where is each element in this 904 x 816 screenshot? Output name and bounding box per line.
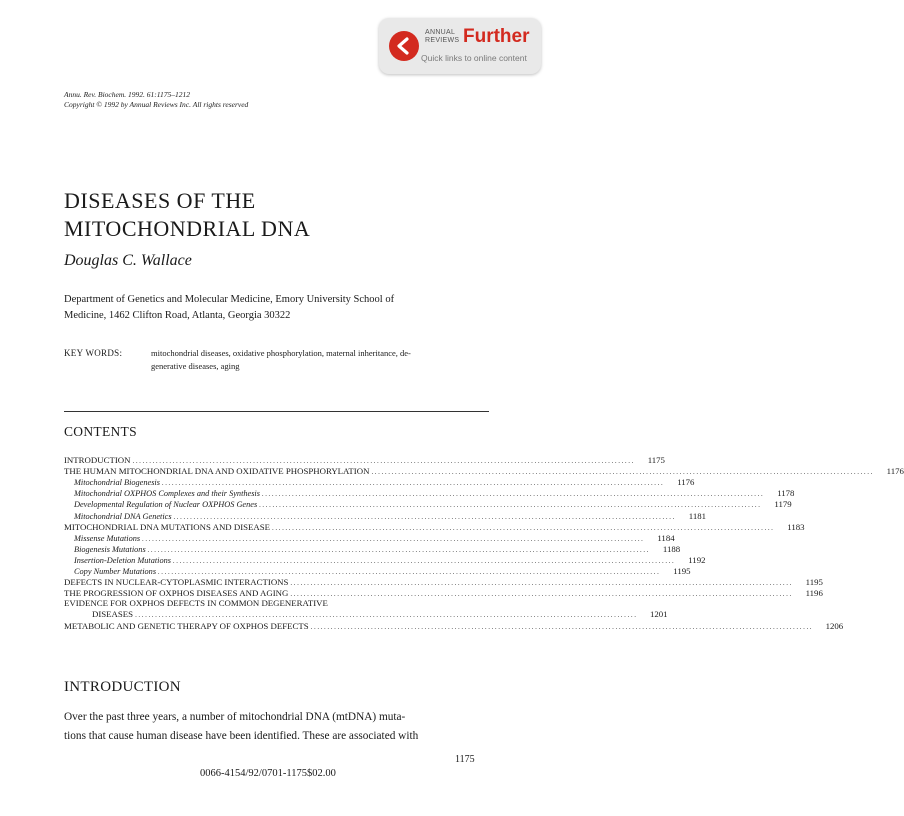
toc-leader-dots: ...................................................................................................................................................... xyxy=(132,457,635,465)
toc-leader-dots: ...................................................................................................................................................... xyxy=(272,523,775,532)
badge-further-text: Further xyxy=(463,26,530,47)
toc-entry-label: Mitochondrial DNA Genetics xyxy=(74,511,172,521)
toc-leader-dots: ...................................................................................................................................................... xyxy=(173,512,677,521)
toc-leader-dots: ...................................................................................................................................................... xyxy=(261,490,765,499)
toc-entry-page: 1196 xyxy=(805,588,823,599)
toc-leader-dots: ...................................................................................................................................................... xyxy=(310,623,814,631)
toc-entry-page: 1192 xyxy=(688,554,706,565)
toc-entry-page: 1195 xyxy=(673,566,691,576)
toc-entry-page: 1184 xyxy=(657,532,675,543)
badge-annual-text: ANNUAL xyxy=(425,29,456,36)
toc-leader-dots: ...................................................................................................................................................... xyxy=(161,479,665,488)
contents-heading: CONTENTS xyxy=(64,424,137,439)
title-line-1: DISEASES OF THE xyxy=(64,188,256,213)
introduction-heading: INTRODUCTION xyxy=(64,679,181,695)
toc-entry[interactable] xyxy=(64,455,665,466)
affiliation-line-2: Medicine, 1462 Clifton Road, Atlanta, Georgia 30322 xyxy=(64,310,291,321)
toc-entry[interactable] xyxy=(64,499,792,510)
toc-entry[interactable] xyxy=(64,554,706,566)
toc-entry-label: Biogenesis Mutations xyxy=(74,544,146,554)
annual-reviews-logo-icon xyxy=(389,31,419,61)
toc-entry[interactable] xyxy=(64,577,823,588)
toc-entry[interactable] xyxy=(64,532,675,544)
toc-entry[interactable] xyxy=(64,521,805,533)
toc-entry[interactable] xyxy=(64,488,795,499)
keywords-label: KEY WORDS: xyxy=(64,348,123,358)
toc-entry-page: 1195 xyxy=(805,577,823,588)
toc-entry-label: Copy Number Mutations xyxy=(74,567,157,576)
body-line-2: tions that cause human disease have been identified. These are associated with xyxy=(64,730,419,742)
toc-entry-label: DEFECTS IN NUCLEAR-CYTOPLASMIC INTERACTIONS xyxy=(64,577,289,588)
toc-entry-label: THE PROGRESSION OF OXPHOS DISEASES AND AGING xyxy=(64,588,289,599)
toc-entry-label: EVIDENCE FOR OXPHOS DEFECTS IN COMMON DEGENERATIVE xyxy=(64,598,328,608)
toc-entry-label: THE HUMAN MITOCHONDRIAL DNA AND OXIDATIVE PHOSPHORYLATION xyxy=(64,466,370,477)
toc-entry-therapy[interactable] xyxy=(64,621,844,632)
toc-entry-page: 1175 xyxy=(647,455,665,465)
toc-entry-label: MITOCHONDRIAL DNA MUTATIONS AND DISEASE xyxy=(64,521,271,532)
affiliation-line-1: Department of Genetics and Molecular Medicine, Emory University School of xyxy=(64,294,395,305)
toc-entry-label: METABOLIC AND GENETIC THERAPY OF OXPHOS DEFECTS xyxy=(64,621,309,631)
toc-entry[interactable] xyxy=(64,477,695,488)
badge-tagline: Quick links to online content xyxy=(421,53,527,63)
toc-leader-dots: ...................................................................................................................................................... xyxy=(290,590,793,599)
article-code: 0066-4154/92/0701-1175$02.00 xyxy=(200,768,336,779)
toc-entry[interactable] xyxy=(64,466,904,477)
page-number: 1175 xyxy=(455,754,475,765)
toc-leader-dots: ...................................................................................................................................................... xyxy=(371,468,874,477)
further-badge[interactable] xyxy=(379,18,541,74)
body-line-1: Over the past three years, a number of mitochondrial DNA (mtDNA) muta- xyxy=(64,711,406,723)
toc-leader-dots: ...................................................................................................................................................... xyxy=(259,501,762,510)
toc-entry-label: Mitochondrial OXPHOS Complexes and their Synthesis xyxy=(74,489,260,499)
citation-line-1: Annu. Rev. Biochem. 1992. 61:1175–1212 xyxy=(64,90,190,99)
toc-leader-dots: ...................................................................................................................................................... xyxy=(142,534,645,543)
toc-entry-page: 1178 xyxy=(777,488,795,499)
toc-entry-page: 1176 xyxy=(886,466,904,477)
toc-leader-dots: ...................................................................................................................................................... xyxy=(158,568,661,576)
toc-leader-dots: ...................................................................................................................................................... xyxy=(290,579,793,588)
toc-entry-page: 1179 xyxy=(774,499,792,510)
title-line-2: MITOCHONDRIAL DNA xyxy=(64,216,311,241)
toc-entry[interactable] xyxy=(64,543,681,555)
author-name: Douglas C. Wallace xyxy=(64,252,192,269)
toc-entry-label: Missense Mutations xyxy=(74,533,141,543)
toc-entry-label: Mitochondrial Biogenesis xyxy=(74,478,160,488)
toc-entry-label: DISEASES xyxy=(92,609,134,619)
toc-entry[interactable] xyxy=(64,566,691,577)
toc-leader-dots: ...................................................................................................................................................... xyxy=(135,611,638,619)
toc-entry-page: 1183 xyxy=(787,521,805,532)
toc-entry-label: Developmental Regulation of Nuclear OXPHOS Genes xyxy=(74,500,258,510)
toc-entry-label: INTRODUCTION xyxy=(64,455,131,465)
keywords-line-2: generative diseases, aging xyxy=(151,361,240,371)
toc-entry-page: 1176 xyxy=(677,477,695,488)
keywords-line-1: mitochondrial diseases, oxidative phosphorylation, maternal inheritance, de- xyxy=(151,348,411,358)
citation-line-2: Copyright © 1992 by Annual Reviews Inc. All rights reserved xyxy=(64,100,249,109)
toc-leader-dots: ...................................................................................................................................................... xyxy=(147,545,651,554)
toc-entry-page: 1181 xyxy=(688,510,707,521)
section-divider xyxy=(64,411,489,412)
toc-entry-evidence-cont[interactable] xyxy=(64,609,668,620)
toc-entry-page: 1206 xyxy=(825,621,844,631)
toc-entry-page: 1201 xyxy=(649,609,668,619)
toc-entry-page: 1188 xyxy=(662,543,681,554)
toc-entry-label: Insertion-Deletion Mutations xyxy=(74,555,172,565)
toc-leader-dots: ...................................................................................................................................................... xyxy=(173,556,676,565)
toc-entry[interactable] xyxy=(64,510,707,522)
badge-reviews-text: REVIEWS xyxy=(425,37,460,44)
toc-entry-evidence[interactable] xyxy=(64,598,489,609)
